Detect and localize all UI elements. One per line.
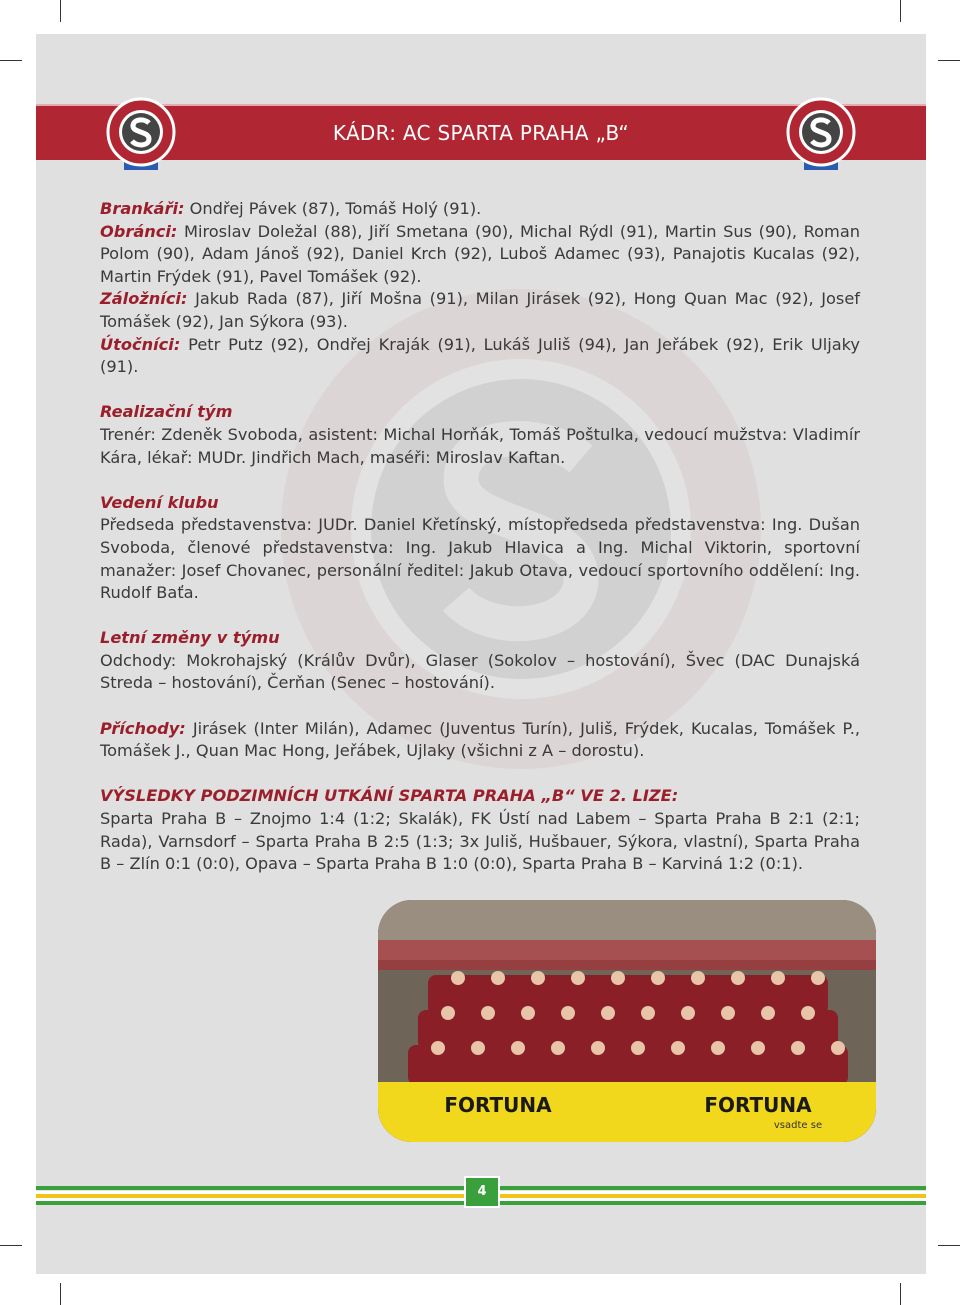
defenders-text: Miroslav Doležal (88), Jiří Smetana (90), Michal Rýdl (91), Martin Sus (90), Roman Polom (90), Adam Jánoš (92), Daniel Krch (92), Luboš Adamec (93), Panajotis Kucalas (92), Martin Frýdek (91), Pavel Tomášek (92). <box>100 221 860 286</box>
board-text-right: FORTUNA <box>704 1093 812 1117</box>
defenders-label: Obránci: <box>100 221 178 241</box>
page-number: 4 <box>464 1176 500 1208</box>
midfielders-text: Jakub Rada (87), Jiří Mošna (91), Milan Jirásek (92), Hong Quan Mac (92), Josef Tomášek (92), Jan Sýkora (93). <box>100 289 860 331</box>
crop-mark <box>900 0 901 22</box>
team-photo-illustration <box>378 900 876 1142</box>
page <box>36 34 926 1274</box>
crop-mark <box>60 0 61 22</box>
results-heading: VÝSLEDKY PODZIMNÍCH UTKÁNÍ SPARTA PRAHA „B“ VE 2. LIZE: <box>100 786 679 806</box>
staff-text: Trenér: Zdeněk Svoboda, asistent: Michal Horňák, Tomáš Poštulka, vedoucí mužstva: Vladimír Kára, lékař: MUDr. Jindřich Mach, maséři: Miroslav Kaftan. <box>100 424 860 467</box>
defenders-paragraph <box>100 221 860 289</box>
departures-text: Odchody: Mokrohajský (Králův Dvůr), Glaser (Sokolov – hostování), Švec (DAC Dunajská Streda – hostování), Čerňan (Senec – hostování). <box>100 650 860 693</box>
crop-mark <box>900 1283 901 1305</box>
changes-heading: Letní změny v týmu <box>100 628 280 648</box>
midfielders-label: Záložníci: <box>100 289 188 309</box>
management-text: Předseda představenstva: JUDr. Daniel Křetínský, místopředseda představenstva: Ing. Dušan Svoboda, členové představenstva: Ing. Jakub Hlavica a Ing. Michal Viktorin, sportovní manažer: Josef Chovanec, personální ředitel: Jakub Otava, vedoucí sportovního oddělení: Ing. Rudolf Baťa. <box>100 515 860 603</box>
article-body <box>100 198 860 876</box>
goalkeepers-label: Brankáři: <box>100 199 185 218</box>
staff-heading: Realizační tým <box>100 402 233 422</box>
crop-mark <box>0 1245 22 1246</box>
sparta-logo-icon <box>786 96 856 176</box>
goalkeepers-paragraph <box>100 198 860 221</box>
crop-mark <box>60 1283 61 1305</box>
management-heading: Vedení klubu <box>100 492 219 512</box>
page-title: KÁDR: AC SPARTA PRAHA „B“ <box>332 121 630 145</box>
team-photo <box>378 900 876 1142</box>
crop-mark <box>0 60 22 61</box>
forwards-paragraph <box>100 334 860 379</box>
crop-mark <box>938 1245 960 1246</box>
arrivals-label: Příchody: <box>100 718 186 738</box>
results-text: Sparta Praha B – Znojmo 1:4 (1:2; Skalák), FK Ústí nad Labem – Sparta Praha B 2:1 (2:1; Rada), Varnsdorf – Sparta Praha B 2:5 (1:3; 3x Juliš, Hušbauer, Sýkora, vlastní), Sparta Praha B – Zlín 0:1 (0:0), Opava – Sparta Praha B 1:0 (0:0), Sparta Praha B – Karviná 1:2 (0:1). <box>100 809 860 874</box>
arrivals-text: Jirásek (Inter Milán), Adamec (Juventus Turín), Juliš, Frýdek, Kucalas, Tomášek P., Tomášek J., Quan Mac Hong, Jeřábek, Ujlaky (všichni z A – dorostu). <box>100 718 860 761</box>
crop-mark <box>938 60 960 61</box>
arrivals-paragraph <box>100 718 860 763</box>
goalkeepers-text: Ondřej Pávek (87), Tomáš Holý (91). <box>184 199 482 218</box>
midfielders-paragraph <box>100 288 860 333</box>
forwards-label: Útočníci: <box>100 334 181 354</box>
board-text-left: FORTUNA <box>444 1093 552 1117</box>
forwards-text: Petr Putz (92), Ondřej Kraják (91), Lukáš Juliš (94), Jan Jeřábek (92), Erik Uljaky (91). <box>100 334 860 377</box>
board-subtext: vsadte se <box>773 1120 823 1131</box>
sparta-logo-icon <box>106 96 176 176</box>
